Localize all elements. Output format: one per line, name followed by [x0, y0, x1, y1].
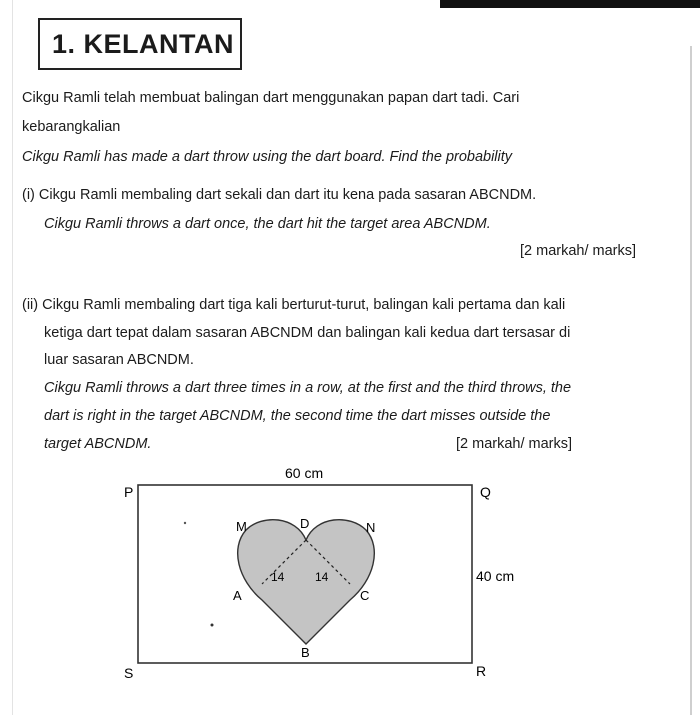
title-text: 1. KELANTAN	[52, 28, 235, 59]
intro-malay-line1: Cikgu Ramli telah membuat balingan dart menggunakan papan dart tadi. Cari	[22, 90, 520, 106]
label-s: S	[124, 665, 134, 681]
label-b: B	[301, 645, 310, 660]
part-ii-malay-line1: (ii) Cikgu Ramli membaling dart tiga kali berturut-turut, balingan kali pertama dan kali	[22, 297, 566, 313]
part-i-marks: [2 markah/ marks]	[520, 243, 637, 259]
label-height: 40 cm	[476, 568, 515, 584]
label-a: A	[233, 588, 242, 603]
label-n: N	[366, 520, 376, 535]
label-r: R	[476, 663, 487, 679]
part-i-english: Cikgu Ramli throws a dart once, the dart hit the target area ABCNDM.	[44, 216, 491, 232]
part-ii-marks: [2 markah/ marks]	[456, 436, 573, 452]
label-length-right: 14	[315, 570, 329, 584]
intro-english: Cikgu Ramli has made a dart throw using the dart board. Find the probability	[22, 149, 513, 165]
label-m: M	[236, 519, 247, 534]
label-p: P	[124, 484, 134, 500]
stray-dot	[184, 522, 186, 524]
heart-target	[238, 520, 375, 644]
part-ii-english-line3: target ABCNDM.	[44, 436, 152, 452]
dart-hit-dot	[211, 624, 214, 627]
part-ii-english-line1: Cikgu Ramli throws a dart three times in a row, at the first and the third throws, the	[44, 380, 572, 396]
label-c: C	[360, 588, 370, 603]
part-ii-english-line2: dart is right in the target ABCNDM, the second time the dart misses outside the	[44, 408, 551, 424]
label-q: Q	[480, 484, 491, 500]
label-length-left: 14	[271, 570, 285, 584]
part-ii-malay-line3: luar sasaran ABCNDM.	[44, 352, 194, 368]
part-ii-malay-line2: ketiga dart tepat dalam sasaran ABCNDM dan balingan kali kedua dart tersasar di	[44, 325, 571, 341]
label-width: 60 cm	[285, 465, 324, 481]
intro-malay-line2: kebarangkalian	[22, 119, 121, 135]
part-i-malay: (i) Cikgu Ramli membaling dart sekali dan dart itu kena pada sasaran ABCNDM.	[22, 187, 537, 203]
label-d: D	[300, 516, 310, 531]
